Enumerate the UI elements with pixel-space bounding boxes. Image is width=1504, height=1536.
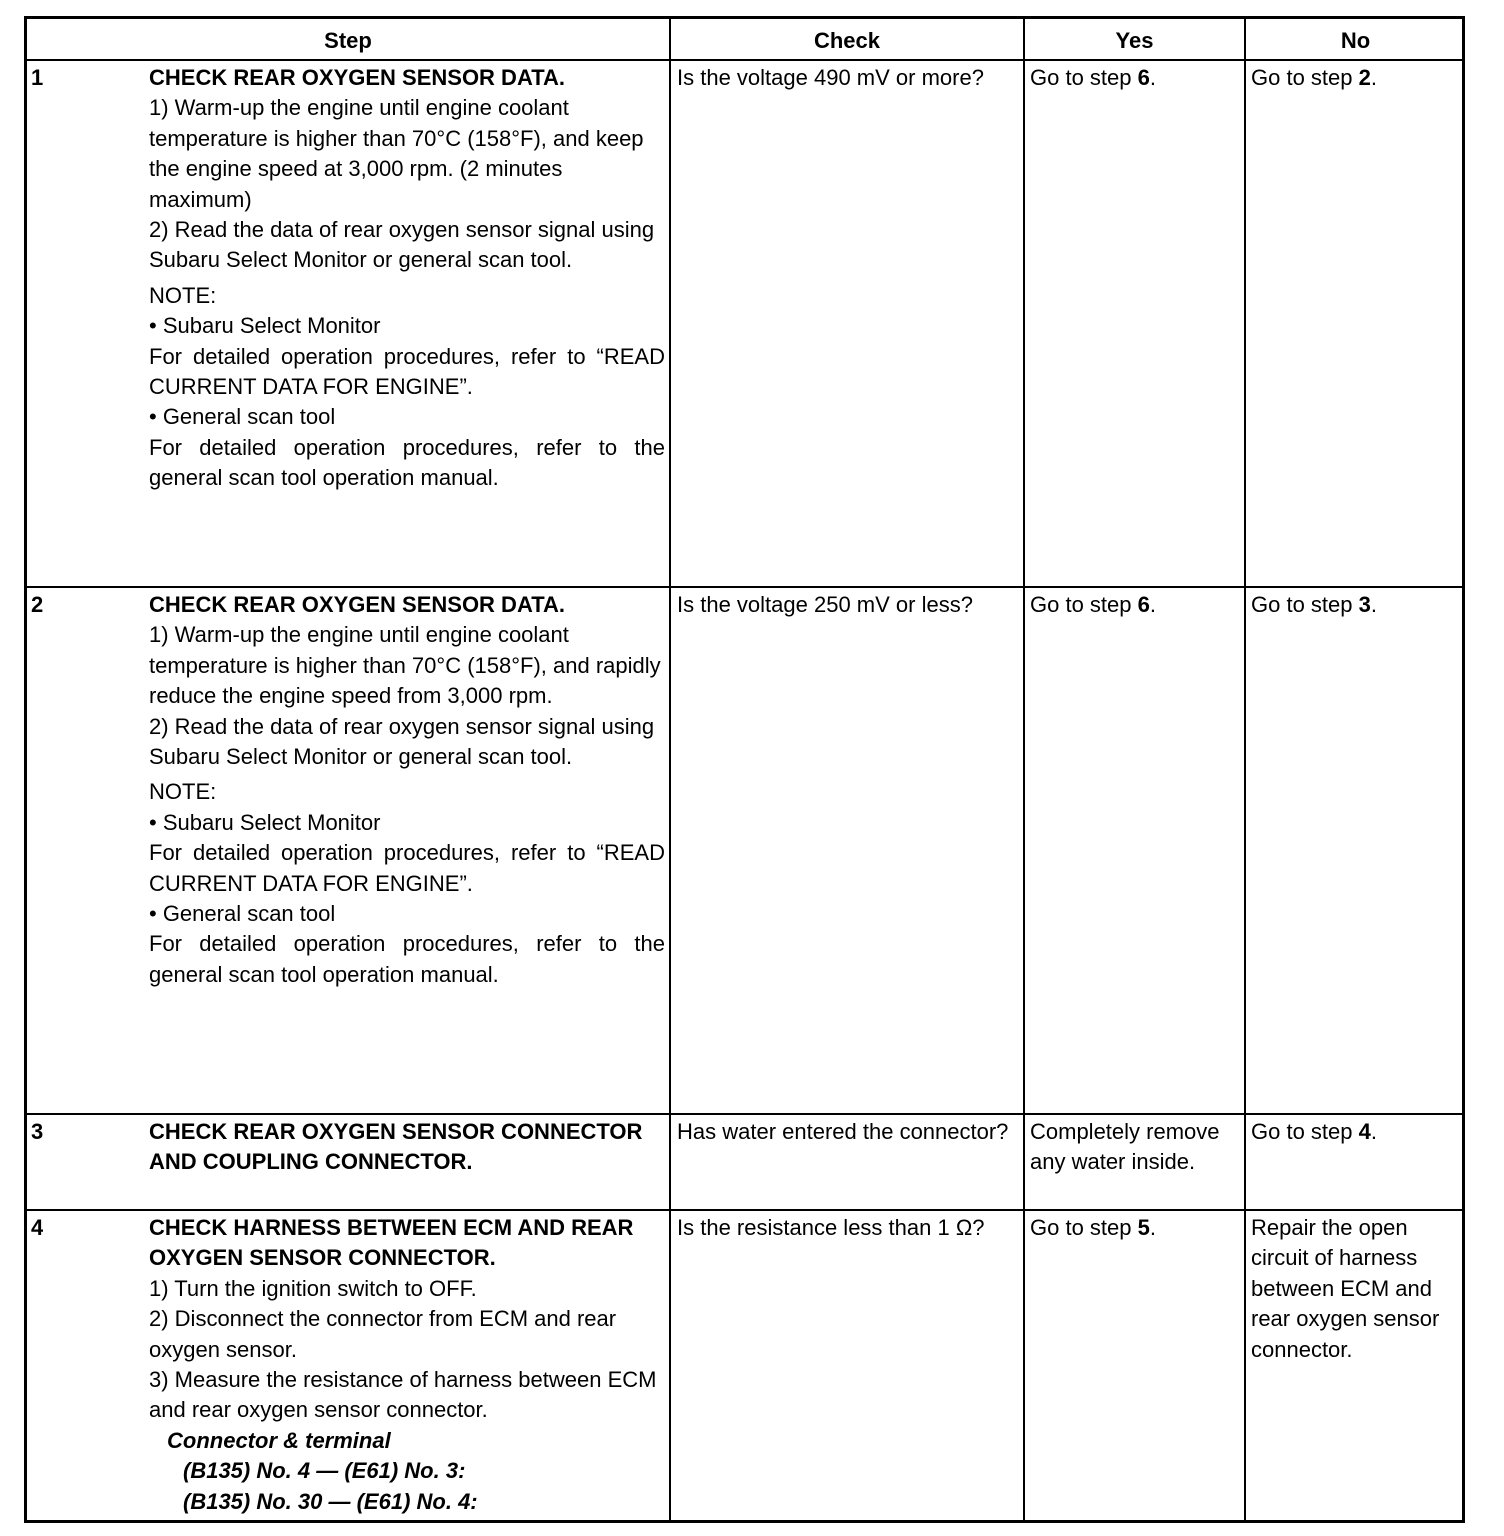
- step-instruction: 1) Turn the ignition switch to OFF.: [149, 1275, 477, 1301]
- header-divider: [27, 59, 1462, 61]
- step-content: [149, 1213, 665, 1517]
- step-title: CHECK REAR OXYGEN SENSOR CONNECTOR AND COUPLING CONNECTOR.: [149, 1119, 643, 1175]
- no-text: Go to step: [1251, 1119, 1359, 1144]
- yes-step-ref: 5: [1137, 1215, 1150, 1240]
- note-bullet: • Subaru Select Monitor: [149, 313, 381, 339]
- note-text: For detailed operation procedures, refer to the general scan tool operation manual.: [149, 931, 665, 987]
- no-action: [1251, 590, 1463, 620]
- step-number: 1: [31, 65, 44, 90]
- step-number: 3: [31, 1119, 44, 1144]
- no-text-end: .: [1370, 65, 1377, 90]
- note-bullet: • Subaru Select Monitor: [149, 809, 381, 835]
- header-step: Step: [324, 28, 372, 53]
- no-step-ref: 3: [1358, 592, 1371, 617]
- row-divider-2: [27, 1113, 1462, 1115]
- note-text: For detailed operation procedures, refer to the general scan tool operation manual.: [149, 434, 665, 491]
- check-question: Has water entered the connector?: [677, 1119, 1009, 1144]
- no-text-end: .: [1370, 592, 1377, 617]
- step-content: [149, 63, 665, 494]
- row-divider-3: [27, 1209, 1462, 1211]
- step-instruction: 2) Read the data of rear oxygen sensor signal using Subaru Select Monitor or general scan tool.: [149, 713, 655, 770]
- yes-text: Go to step: [1030, 1215, 1138, 1240]
- yes-text-end: .: [1149, 65, 1156, 90]
- row-divider-1: [27, 586, 1462, 588]
- no-action: Repair the open circuit of harness between ECM and rear oxygen sensor connector.: [1251, 1215, 1440, 1362]
- no-action: [1251, 63, 1463, 93]
- yes-text: Go to step: [1030, 65, 1138, 90]
- diagnostic-table: [24, 16, 1465, 1523]
- step-content: [149, 1117, 665, 1178]
- note-text: For detailed operation procedures, refer to “READ CURRENT DATA FOR ENGINE”.: [149, 343, 665, 400]
- check-question: Is the resistance less than 1 Ω?: [677, 1215, 985, 1240]
- no-text: Go to step: [1251, 65, 1359, 90]
- note-text: For detailed operation procedures, refer to “READ CURRENT DATA FOR ENGINE”.: [149, 840, 665, 896]
- step-instruction: 2) Read the data of rear oxygen sensor signal using Subaru Select Monitor or general scan tool.: [149, 217, 655, 273]
- header-check: Check: [813, 28, 881, 53]
- connector-terminal: (B135) No. 4 — (E61) No. 3:: [183, 1458, 466, 1484]
- yes-step-ref: 6: [1137, 592, 1150, 617]
- no-text: Go to step: [1251, 592, 1359, 617]
- step-instruction: 2) Disconnect the connector from ECM and rear oxygen sensor.: [149, 1306, 617, 1362]
- step-title: CHECK REAR OXYGEN SENSOR DATA.: [149, 65, 566, 90]
- step-instruction: 1) Warm-up the engine until engine coolant temperature is higher than 70°C (158°F), and rapidly reduce the engine speed from 3,000 rpm.: [149, 622, 661, 709]
- no-text-end: .: [1370, 1119, 1377, 1144]
- yes-text-end: .: [1149, 1215, 1156, 1240]
- yes-action: [1030, 590, 1242, 620]
- step-number: 4: [31, 1215, 44, 1240]
- yes-text-end: .: [1149, 592, 1156, 617]
- step-title: CHECK HARNESS BETWEEN ECM AND REAR OXYGEN SENSOR CONNECTOR.: [149, 1215, 634, 1271]
- yes-step-ref: 6: [1137, 65, 1150, 90]
- yes-text: Go to step: [1030, 592, 1138, 617]
- no-step-ref: 4: [1358, 1119, 1371, 1144]
- header-no: No: [1340, 28, 1371, 53]
- yes-action: [1030, 1213, 1242, 1243]
- note-bullet: • General scan tool: [149, 901, 336, 927]
- header-yes: Yes: [1115, 28, 1154, 53]
- column-divider-check: [669, 19, 671, 1520]
- note-label: NOTE:: [149, 282, 217, 308]
- column-divider-no: [1244, 19, 1246, 1520]
- connector-label: Connector & terminal: [167, 1427, 391, 1453]
- step-instruction: 3) Measure the resistance of harness between ECM and rear oxygen sensor connector.: [149, 1367, 657, 1423]
- step-title: CHECK REAR OXYGEN SENSOR DATA.: [149, 592, 566, 617]
- check-question: Is the voltage 490 mV or more?: [677, 65, 984, 90]
- note-label: NOTE:: [149, 779, 217, 805]
- connector-terminal: (B135) No. 30 — (E61) No. 4:: [183, 1488, 478, 1514]
- note-bullet: • General scan tool: [149, 404, 336, 430]
- no-step-ref: 2: [1358, 65, 1371, 90]
- yes-action: Completely remove any water inside.: [1030, 1119, 1220, 1175]
- step-number: 2: [31, 592, 44, 617]
- step-instruction: 1) Warm-up the engine until engine coolant temperature is higher than 70°C (158°F), and keep the engine speed at 3,000 rpm. (2 minutes maximum): [149, 95, 644, 212]
- check-question: Is the voltage 250 mV or less?: [677, 592, 973, 617]
- yes-action: [1030, 63, 1242, 93]
- no-action: [1251, 1117, 1463, 1147]
- column-divider-yes: [1023, 19, 1025, 1520]
- step-content: [149, 590, 665, 990]
